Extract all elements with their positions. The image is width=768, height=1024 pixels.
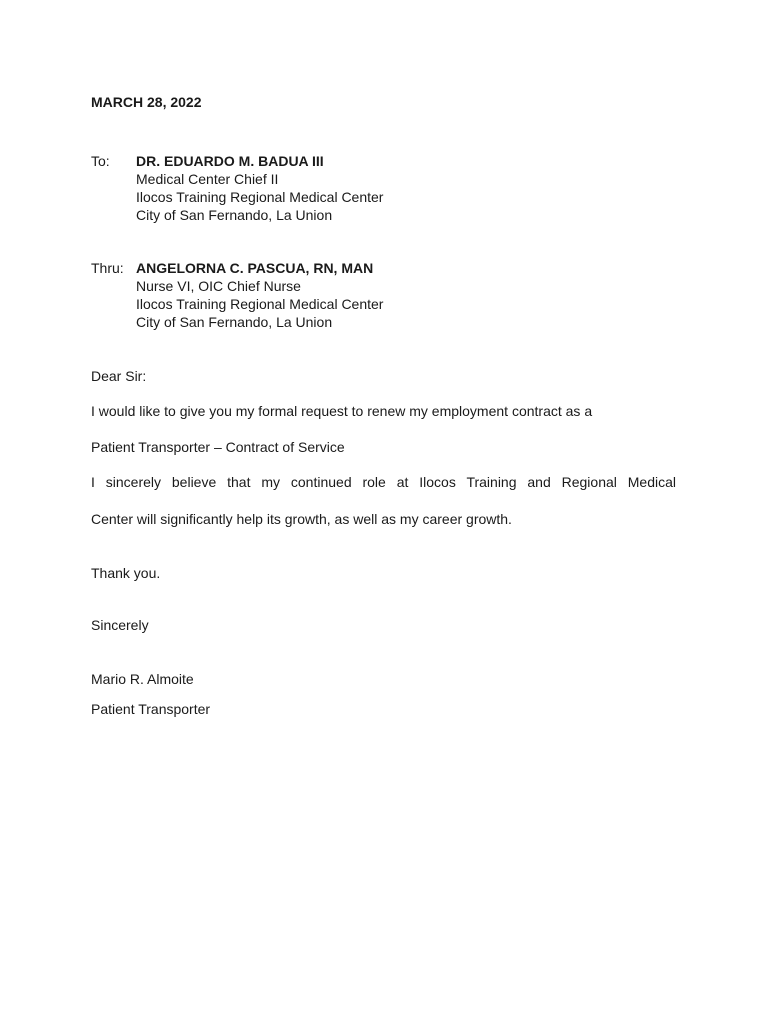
body-line-4: Center will significantly help its growth, as well as my career growth. xyxy=(91,511,512,527)
to-recipient-address: City of San Fernando, La Union xyxy=(136,207,333,223)
thru-recipient-organization: Ilocos Training Regional Medical Center xyxy=(136,296,384,312)
to-recipient-block xyxy=(136,152,383,224)
closing: Sincerely xyxy=(91,617,149,633)
body-line-2: Patient Transporter – Contract of Service xyxy=(91,439,345,455)
signature-name: Mario R. Almoite xyxy=(91,671,194,687)
thru-label: Thru: xyxy=(91,260,124,276)
to-label: To: xyxy=(91,153,110,169)
salutation: Dear Sir: xyxy=(91,368,147,384)
to-recipient-title: Medical Center Chief II xyxy=(136,171,279,187)
letter-date: MARCH 28, 2022 xyxy=(91,94,202,110)
to-recipient-organization: Ilocos Training Regional Medical Center xyxy=(136,189,384,205)
body-line-3: I sincerely believe that my continued role at Ilocos Training and Regional Medical xyxy=(91,474,676,490)
thru-recipient-address: City of San Fernando, La Union xyxy=(136,314,333,330)
thank-you: Thank you. xyxy=(91,565,161,581)
thru-recipient-block xyxy=(136,259,383,331)
signature-title: Patient Transporter xyxy=(91,701,211,717)
body-line-1: I would like to give you my formal request to renew my employment contract as a xyxy=(91,403,593,419)
thru-recipient-name: ANGELORNA C. PASCUA, RN, MAN xyxy=(136,260,374,276)
to-recipient-name: DR. EDUARDO M. BADUA III xyxy=(136,153,324,169)
thru-recipient-title: Nurse VI, OIC Chief Nurse xyxy=(136,278,301,294)
